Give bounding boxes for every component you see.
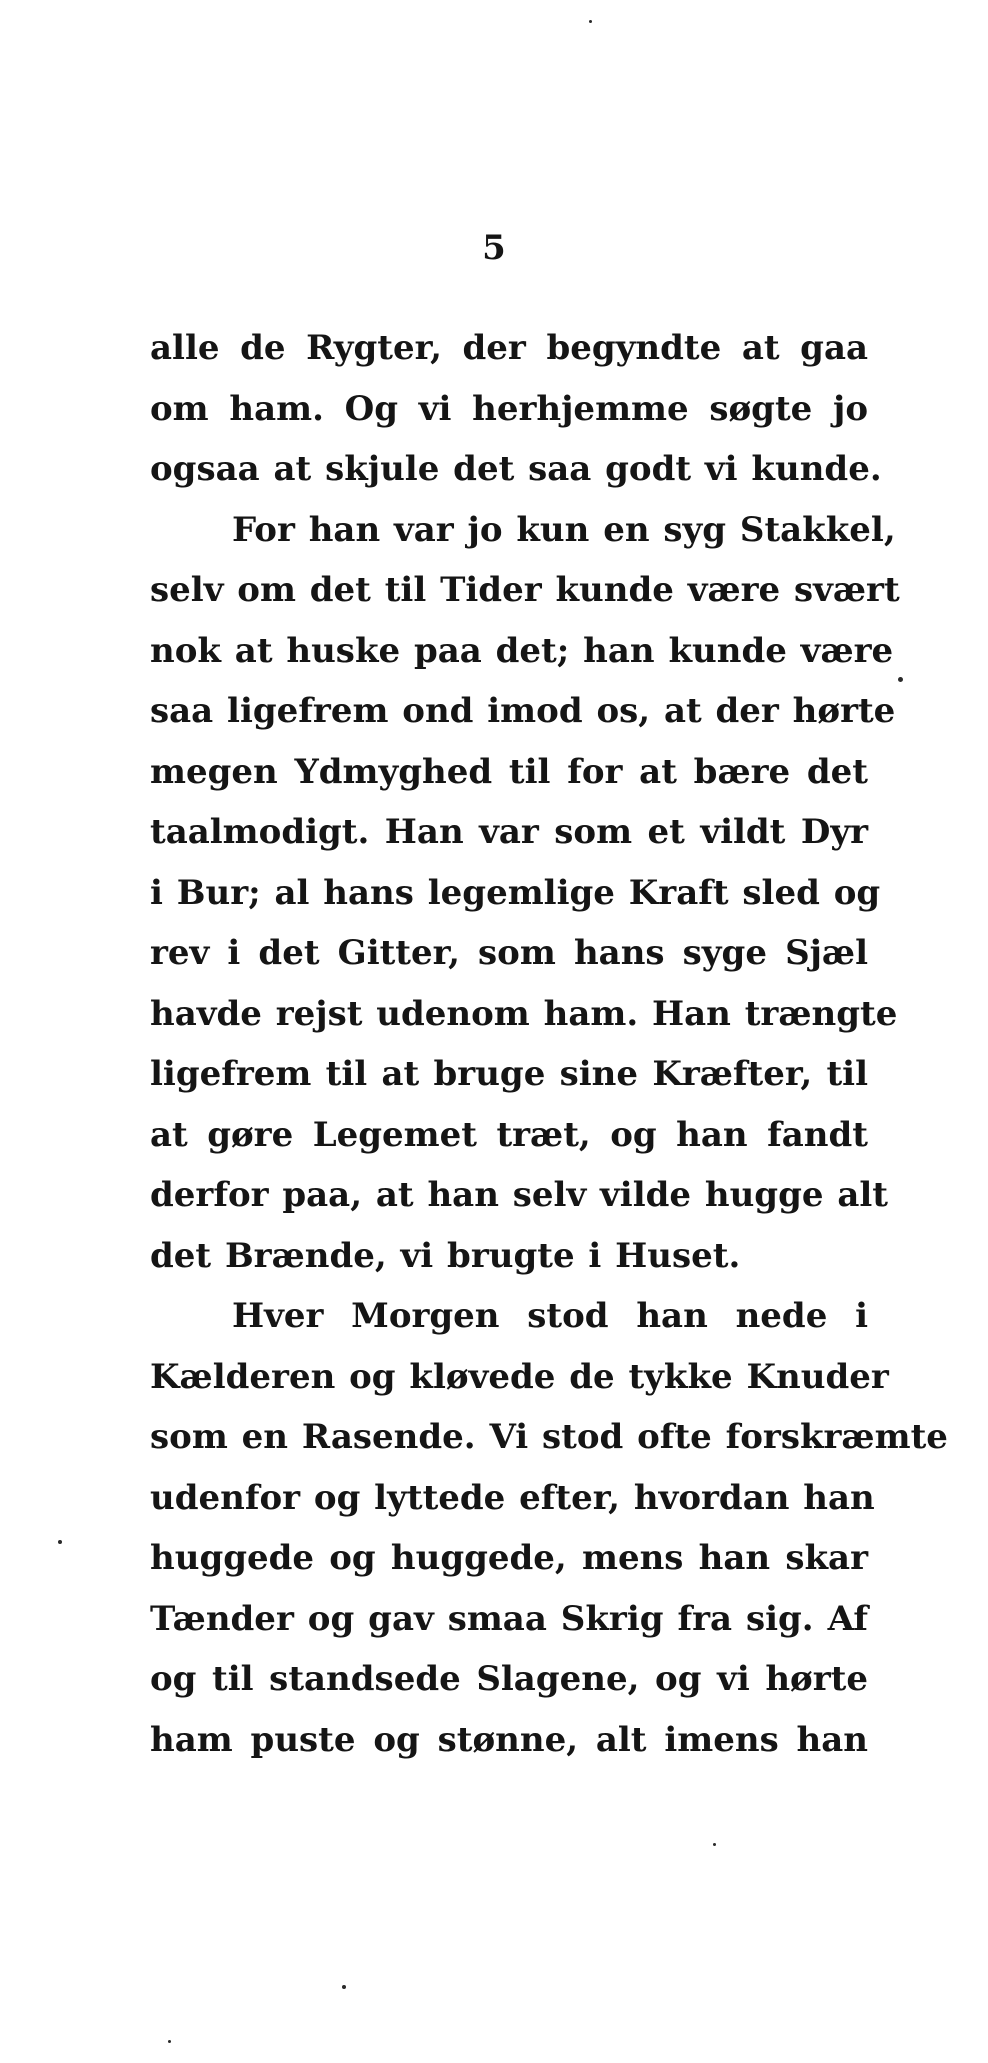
text-line: huggede og huggede, mens han skar [150, 1538, 868, 1578]
body-text [150, 318, 948, 1770]
scan-speck [589, 20, 592, 23]
scan-speck [713, 1843, 716, 1846]
text-line: derfor paa, at han selv vilde hugge alt [150, 1175, 888, 1215]
text-line: megen Ydmyghed til for at bære det [150, 751, 868, 792]
text-line: at gøre Legemet træt, og han fandt [150, 1114, 868, 1155]
scan-speck [898, 677, 903, 682]
text-line: om ham. Og vi herhjemme søgte jo [150, 388, 868, 429]
text-line: For han var jo kun en syg Stakkel, [232, 509, 896, 550]
text-line: ham puste og stønne, alt imens han [150, 1719, 868, 1760]
text-line: og til standsede Slagene, og vi hørte [150, 1659, 868, 1699]
text-line: ligefrem til at bruge sine Kræfter, til [150, 1054, 868, 1094]
text-line: alle de Rygter, der begyndte at gaa [150, 328, 868, 368]
text-line: selv om det til Tider kunde være svært [150, 570, 900, 610]
text-line: havde rejst udenom ham. Han trængte [150, 993, 898, 1034]
page-number: 5 [482, 228, 506, 268]
text-line: i Bur; al hans legemlige Kraft sled og [150, 872, 881, 913]
text-line: Kælderen og kløvede de tykke Knuder [150, 1356, 889, 1397]
text-line: Hver Morgen stod han nede i [232, 1296, 868, 1336]
text-line: Tænder og gav smaa Skrig fra sig. Af [150, 1598, 868, 1639]
text-line: det Brænde, vi brugte i Huset. [150, 1235, 741, 1276]
scan-speck [58, 1540, 62, 1544]
text-line: udenfor og lyttede efter, hvordan han [150, 1477, 875, 1518]
text-line: nok at huske paa det; han kunde være [150, 630, 894, 671]
text-line: ogsaa at skjule det saa godt vi kunde. [150, 449, 882, 489]
scan-speck [168, 2040, 171, 2043]
text-line: rev i det Gitter, som hans syge Sjæl [150, 933, 868, 973]
text-line: som en Rasende. Vi stod ofte forskræmte [150, 1417, 948, 1457]
scan-speck [342, 1985, 346, 1989]
text-line: taalmodigt. Han var som et vildt Dyr [150, 812, 868, 852]
text-line: saa ligefrem ond imod os, at der hørte [150, 691, 896, 731]
